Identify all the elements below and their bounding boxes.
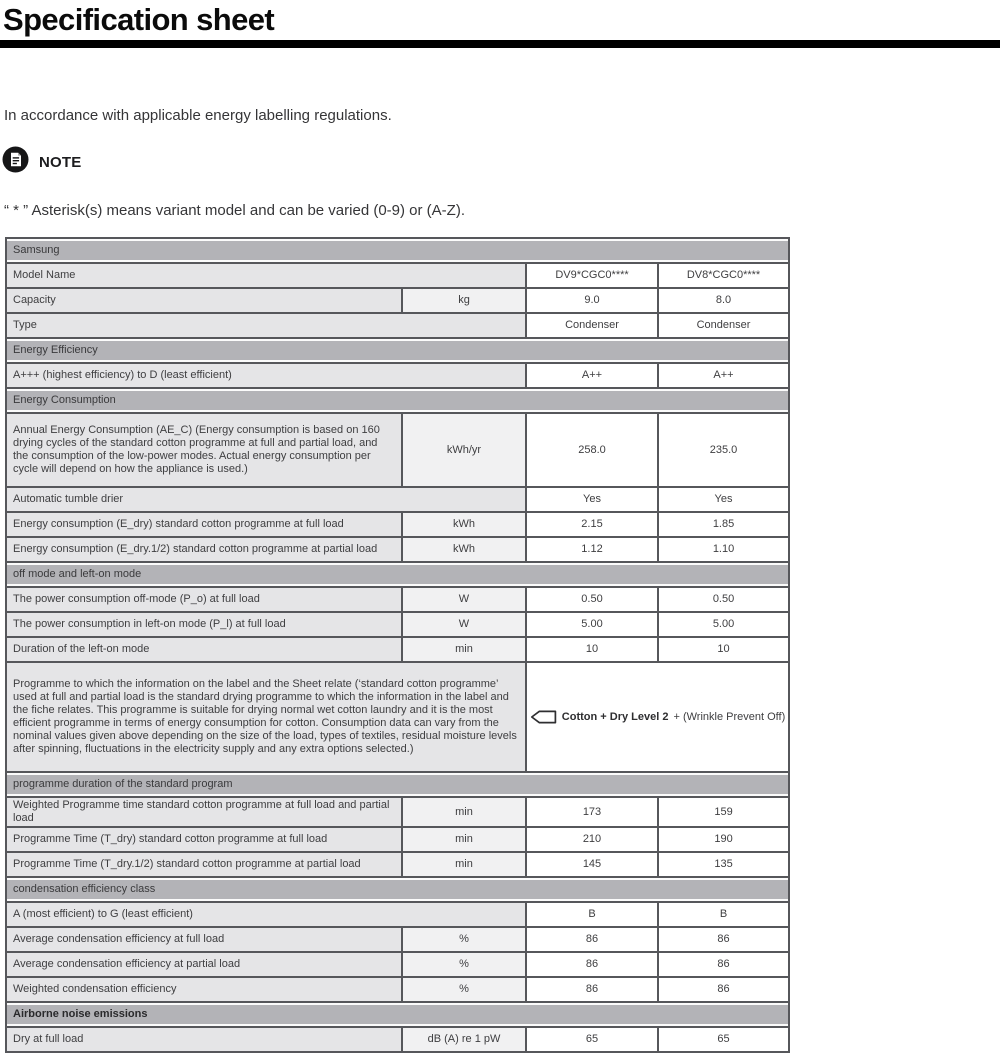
row-label: Energy consumption (E_dry.1/2) standard cotton programme at partial load: [6, 537, 402, 562]
row-value-1: 2.15: [526, 512, 658, 537]
page-header: [0, 0, 1000, 48]
row-label: Weighted condensation efficiency: [6, 977, 402, 1002]
row-label: Programme Time (T_dry.1/2) standard cotton programme at partial load: [6, 852, 402, 877]
row-value-1: 9.0: [526, 288, 658, 313]
section-header: off mode and left-on mode: [6, 562, 789, 587]
table-row: [6, 637, 789, 662]
row-value-2: 159: [658, 797, 789, 827]
row-value-1: Yes: [526, 487, 658, 512]
table-row: [6, 797, 789, 827]
row-label: Programme Time (T_dry) standard cotton programme at full load: [6, 827, 402, 852]
row-value-2: 190: [658, 827, 789, 852]
row-label: Duration of the left-on mode: [6, 637, 402, 662]
row-label: Dry at full load: [6, 1027, 402, 1052]
row-value-2: 86: [658, 977, 789, 1002]
section-header: condensation efficiency class: [6, 877, 789, 902]
row-label: A (most efficient) to G (least efficient): [6, 902, 526, 927]
row-value-1: Condenser: [526, 313, 658, 338]
page-title: Specification sheet: [3, 2, 275, 37]
row-label: Average condensation efficiency at partial load: [6, 952, 402, 977]
spec-table-body: [6, 238, 789, 1052]
row-value-2: Condenser: [658, 313, 789, 338]
row-value-2: A++: [658, 363, 789, 388]
table-row: [6, 662, 789, 772]
row-value-1: 0.50: [526, 587, 658, 612]
section-row: [6, 877, 789, 902]
row-label: Programme to which the information on the label and the Sheet relate (‘standard cotton programme’ used at full and partial load is the standard drying programme to which the information in the label and the fiche relates. This programme is suitable for drying normal wet cotton laundry and it is the most efficient programme in terms of energy consumption for cotton. Consumption data can vary from the nominal values given above depending on the size of the load, types of textiles, residual moisture levels after spinning, fluctuations in the electricity supply and any extra options selected.): [6, 662, 526, 772]
row-value-1: 86: [526, 952, 658, 977]
table-row: [6, 288, 789, 313]
row-unit: min: [402, 852, 526, 877]
programme-value: [533, 710, 786, 724]
row-value-1: 145: [526, 852, 658, 877]
table-row: [6, 612, 789, 637]
section-row: [6, 238, 789, 263]
row-label: Model Name: [6, 263, 526, 288]
programme-value-cell: [526, 662, 789, 772]
row-value-1: 173: [526, 797, 658, 827]
row-unit: W: [402, 587, 526, 612]
table-row: [6, 952, 789, 977]
intro-text: In accordance with applicable energy labelling regulations.: [4, 107, 392, 124]
row-value-1: 65: [526, 1027, 658, 1052]
row-value-2: 1.10: [658, 537, 789, 562]
programme-name: Cotton + Dry Level 2: [561, 710, 669, 723]
table-row: [6, 413, 789, 487]
cotton-programme-tag-icon: [530, 710, 557, 724]
row-value-1: 210: [526, 827, 658, 852]
row-value-2: 235.0: [658, 413, 789, 487]
table-row: [6, 927, 789, 952]
table-row: [6, 902, 789, 927]
table-row: [6, 487, 789, 512]
table-row: [6, 313, 789, 338]
note-document-icon: [2, 146, 29, 178]
programme-options: + (Wrinkle Prevent Off): [673, 710, 786, 723]
table-row: [6, 977, 789, 1002]
section-header: Airborne noise emissions: [6, 1002, 789, 1027]
note-label: NOTE: [39, 153, 82, 171]
row-value-2: Yes: [658, 487, 789, 512]
row-value-1: 5.00: [526, 612, 658, 637]
row-unit: min: [402, 827, 526, 852]
row-label: Automatic tumble drier: [6, 487, 526, 512]
row-value-2: 10: [658, 637, 789, 662]
row-value-2: 135: [658, 852, 789, 877]
table-row: [6, 537, 789, 562]
section-header: Energy Efficiency: [6, 338, 789, 363]
row-value-1: 86: [526, 927, 658, 952]
row-unit: kWh: [402, 512, 526, 537]
row-value-2: 65: [658, 1027, 789, 1052]
row-value-2: B: [658, 902, 789, 927]
section-row: [6, 562, 789, 587]
table-row: [6, 1027, 789, 1052]
row-label: A+++ (highest efficiency) to D (least efficient): [6, 363, 526, 388]
row-label: Energy consumption (E_dry) standard cotton programme at full load: [6, 512, 402, 537]
row-unit: %: [402, 927, 526, 952]
row-unit: min: [402, 637, 526, 662]
table-row: [6, 587, 789, 612]
row-unit: W: [402, 612, 526, 637]
section-row: [6, 388, 789, 413]
table-row: [6, 263, 789, 288]
section-header: programme duration of the standard program: [6, 772, 789, 797]
row-unit: kg: [402, 288, 526, 313]
row-value-1: 10: [526, 637, 658, 662]
row-value-2: 86: [658, 952, 789, 977]
section-row: [6, 772, 789, 797]
spec-table: [5, 237, 790, 1053]
section-row: [6, 338, 789, 363]
row-unit: %: [402, 952, 526, 977]
row-label: Type: [6, 313, 526, 338]
row-unit: kWh: [402, 537, 526, 562]
table-row: [6, 827, 789, 852]
row-label: Average condensation efficiency at full load: [6, 927, 402, 952]
row-unit: kWh/yr: [402, 413, 526, 487]
row-value-2: 86: [658, 927, 789, 952]
table-row: [6, 363, 789, 388]
row-unit: dB (A) re 1 pW: [402, 1027, 526, 1052]
row-value-2: 0.50: [658, 587, 789, 612]
row-label: The power consumption in left-on mode (P_l) at full load: [6, 612, 402, 637]
row-unit: min: [402, 797, 526, 827]
section-row: [6, 1002, 789, 1027]
row-value-1: A++: [526, 363, 658, 388]
row-value-1: 258.0: [526, 413, 658, 487]
row-value-2: 5.00: [658, 612, 789, 637]
row-value-1: 86: [526, 977, 658, 1002]
row-unit: %: [402, 977, 526, 1002]
note-block: [2, 146, 1000, 178]
row-value-1: DV9*CGC0****: [526, 263, 658, 288]
row-label: The power consumption off-mode (P_o) at full load: [6, 587, 402, 612]
section-header: Energy Consumption: [6, 388, 789, 413]
row-value-1: 1.12: [526, 537, 658, 562]
row-value-2: 8.0: [658, 288, 789, 313]
asterisk-note: “ * ” Asterisk(s) means variant model and can be varied (0-9) or (A-Z).: [4, 202, 465, 219]
row-value-1: B: [526, 902, 658, 927]
title-rule: [0, 40, 1000, 48]
table-row: [6, 852, 789, 877]
row-value-2: DV8*CGC0****: [658, 263, 789, 288]
table-row: [6, 512, 789, 537]
row-label: Weighted Programme time standard cotton programme at full load and partial load: [6, 797, 402, 827]
row-value-2: 1.85: [658, 512, 789, 537]
row-label: Annual Energy Consumption (AE_C) (Energy consumption is based on 160 drying cycles of the standard cotton programme at full and partial load, and the consumption of the low-power modes. Actual energy consumption per cycle will depend on how the appliance is used.): [6, 413, 402, 487]
section-header: Samsung: [6, 238, 789, 263]
row-label: Capacity: [6, 288, 402, 313]
